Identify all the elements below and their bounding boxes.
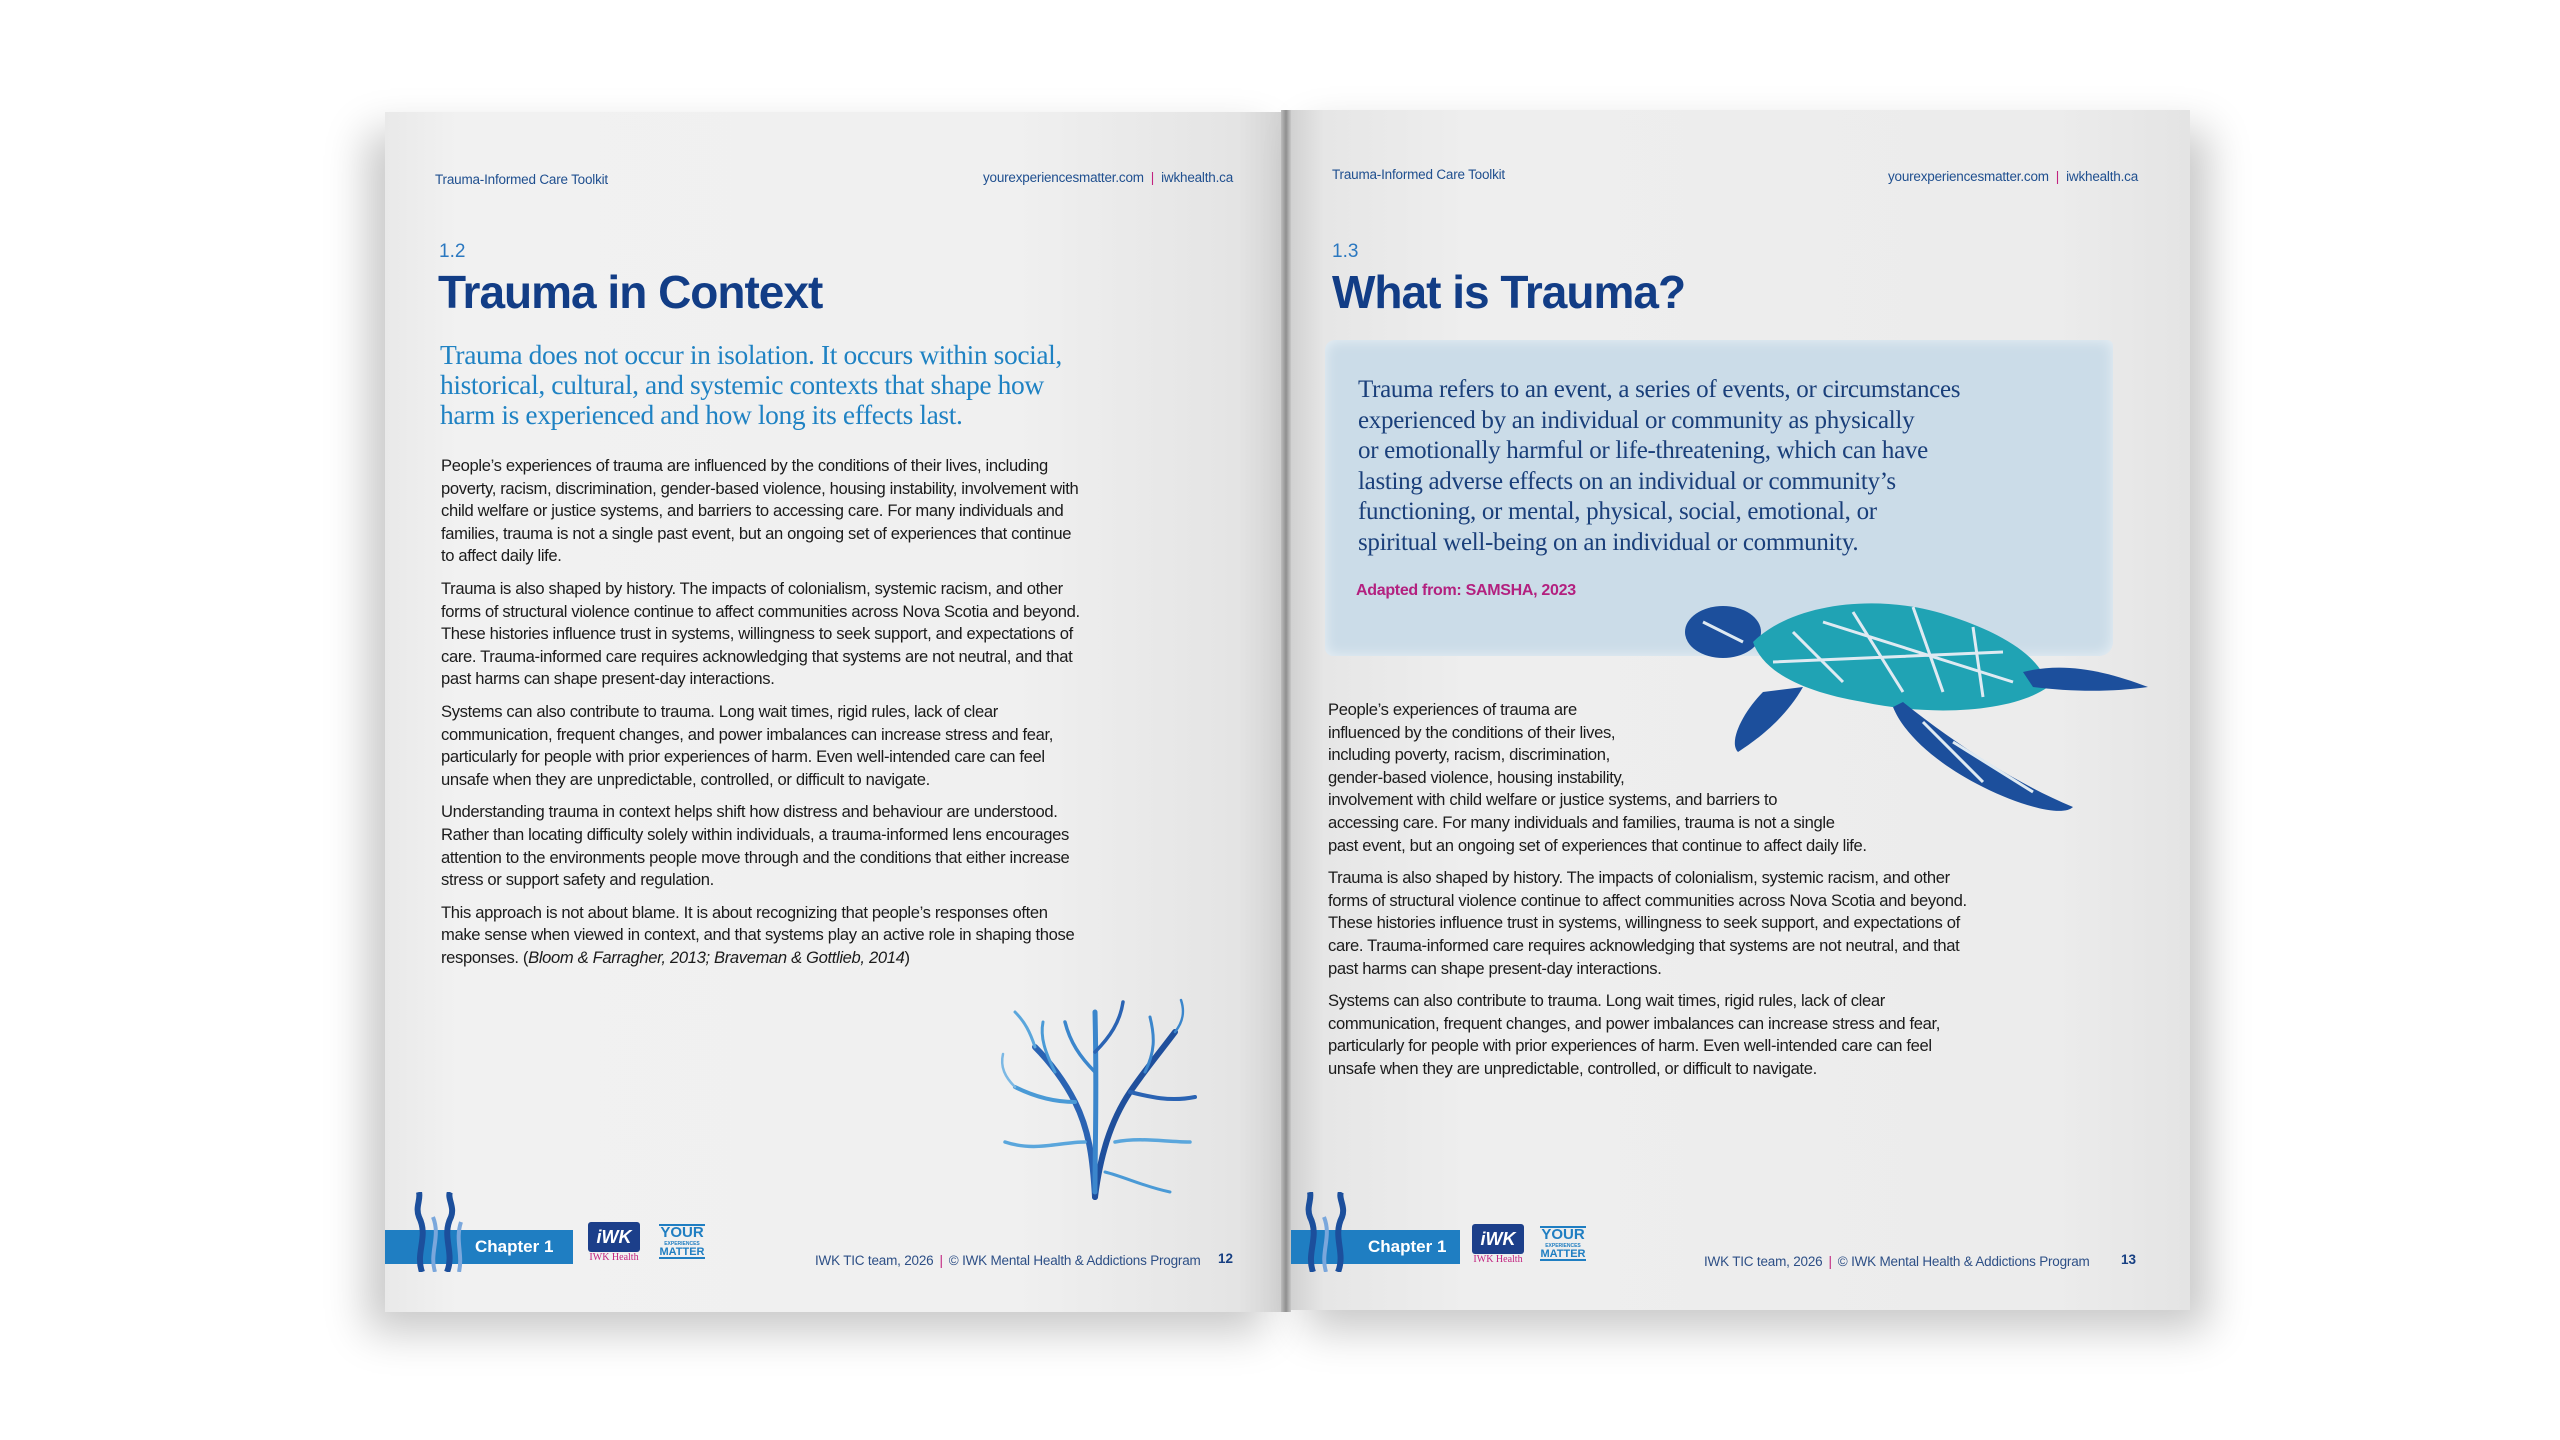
page-number: 13	[2121, 1252, 2137, 1267]
text-line: communication, frequent changes, and power imbalances can increase stress and fear,	[1328, 1013, 1941, 1033]
text-line: particularly for people with prior experiences of harm. Even well-intended care can feel	[441, 747, 1045, 767]
chapter-label: Chapter 1	[475, 1237, 554, 1256]
quote-line: or emotionally harmful or life-threatening, which can have	[1358, 437, 1928, 464]
footer-credit: IWK TIC team, 2026 | © IWK Mental Health & Addictions Program	[815, 1253, 1201, 1268]
quote-line: functioning, or mental, physical, social, emotional, or	[1358, 498, 1877, 525]
text-line: past harms can shape present-day interactions.	[441, 669, 775, 689]
page-title: Trauma in Context	[438, 266, 823, 318]
right-page	[1288, 110, 2190, 1310]
coral-illustration	[995, 992, 1205, 1202]
header-toolkit: Trauma-Informed Care Toolkit	[435, 172, 608, 187]
text-line: communication, frequent changes, and power imbalances can increase stress and fear,	[441, 724, 1054, 744]
link-iwkhealth[interactable]: iwkhealth.ca	[2066, 169, 2138, 184]
seaweed-icon	[407, 1192, 467, 1272]
quote-source: Adapted from: SAMSHA, 2023	[1356, 582, 1576, 599]
lead-line: Trauma does not occur in isolation. It occurs within social,	[440, 339, 1062, 370]
paragraph	[441, 801, 1080, 891]
header-links	[983, 170, 1233, 185]
paragraph	[1328, 990, 1967, 1080]
left-page	[385, 112, 1283, 1312]
text-line: including poverty, racism, discrimination,	[1328, 745, 1610, 765]
text-line: to affect daily life.	[441, 546, 562, 566]
text-line: attention to the environments people move through and the conditions that either increase	[441, 847, 1070, 867]
definition-quote	[1358, 375, 1960, 558]
text-line: Trauma is also shaped by history. The impacts of colonialism, systemic racism, and other	[441, 578, 1063, 598]
text-line: This approach is not about blame. It is about recognizing that people’s responses often	[441, 902, 1048, 922]
link-iwkhealth[interactable]: iwkhealth.ca	[1161, 170, 1233, 185]
body-text	[441, 455, 1080, 979]
link-yourexperiencesmatter[interactable]: yourexperiencesmatter.com	[982, 170, 1144, 185]
link-yourexperiencesmatter[interactable]: yourexperiencesmatter.com	[1887, 169, 2049, 184]
text-line: These histories influence trust in systems, willingness to seek support, and expectations of	[441, 624, 1073, 644]
quote-line: lasting adverse effects on an individual or community’s	[1358, 467, 1896, 495]
paragraph	[441, 578, 1080, 691]
text-line: People’s experiences of trauma are	[1328, 700, 1577, 719]
text-line: care. Trauma-informed care requires acknowledging that systems are not neutral, and that	[441, 646, 1073, 666]
text-line: Systems can also contribute to trauma. Long wait times, rigid rules, lack of clear	[441, 701, 998, 721]
section-number: 1.2	[439, 241, 466, 262]
text-line: accessing care. For many individuals and families, trauma is not a single	[1328, 812, 1835, 832]
text-line: care. Trauma-informed care requires acknowledging that systems are not neutral, and that	[1328, 935, 1960, 955]
header-toolkit: Trauma-Informed Care Toolkit	[1332, 167, 1505, 182]
your-experiences-matter-logo: YOUR EXPERIENCES MATTER	[1540, 1226, 1586, 1260]
body-text	[1328, 699, 1967, 1091]
lead-text	[440, 340, 1062, 430]
text-line: These histories influence trust in systems, willingness to seek support, and expectations of	[1328, 913, 1960, 933]
book-spine	[1281, 110, 1291, 1312]
header-links	[1888, 169, 2138, 184]
text-line: forms of structural violence continue to affect communities across Nova Scotia and beyond.	[1328, 890, 1967, 910]
footer-credit: IWK TIC team, 2026 | © IWK Mental Health & Addictions Program	[1704, 1254, 2090, 1269]
quote-line: experienced by an individual or community as physically	[1358, 406, 1915, 434]
paragraph	[441, 455, 1080, 568]
text-line: Systems can also contribute to trauma. Long wait times, rigid rules, lack of clear	[1328, 991, 1885, 1011]
text-line: forms of structural violence continue to affect communities across Nova Scotia and beyond.	[441, 601, 1080, 621]
iwk-health-logo: iWK IWK Health	[1472, 1224, 1524, 1264]
text-line: past event, but an ongoing set of experiences that continue to affect daily life.	[1328, 835, 1867, 855]
text-line: past harms can shape present-day interactions.	[1328, 958, 1662, 978]
section-number: 1.3	[1332, 241, 1359, 262]
paragraph	[1328, 699, 1967, 857]
text-line: poverty, racism, discrimination, gender-based violence, housing instability, involvement with	[441, 478, 1079, 498]
paragraph	[1328, 867, 1967, 980]
text-line: Rather than locating difficulty solely within individuals, a trauma-informed lens encourages	[441, 824, 1069, 844]
text-line: child welfare or justice systems, and barriers to accessing care. For many individuals and	[441, 501, 1064, 521]
text-line: Trauma is also shaped by history. The impacts of colonialism, systemic racism, and other	[1328, 868, 1950, 888]
text-line: stress or support safety and regulation.	[441, 870, 714, 890]
your-experiences-matter-logo: YOUR EXPERIENCES MATTER	[659, 1224, 705, 1258]
text-line	[441, 947, 1080, 970]
text-fragment: )	[904, 947, 910, 967]
text-line: People’s experiences of trauma are influenced by the conditions of their lives, including	[441, 456, 1048, 475]
paragraph	[441, 701, 1080, 791]
text-line: unsafe when they are unpredictable, controlled, or difficult to navigate.	[441, 769, 930, 789]
page-title: What is Trauma?	[1332, 266, 1686, 318]
seaweed-icon	[1298, 1192, 1358, 1272]
lead-line: historical, cultural, and systemic contexts that shape how	[440, 369, 1044, 400]
quote-line: spiritual well-being on an individual or community.	[1358, 528, 1859, 556]
iwk-health-logo: iWK IWK Health	[588, 1222, 640, 1262]
header-separator: |	[2055, 169, 2060, 184]
text-line: involvement with child welfare or justice systems, and barriers to	[1328, 790, 1778, 810]
text-line: make sense when viewed in context, and that systems play an active role in shaping those	[441, 925, 1075, 945]
quote-line: Trauma refers to an event, a series of events, or circumstances	[1358, 376, 1961, 403]
text-line: particularly for people with prior experiences of harm. Even well-intended care can feel	[1328, 1036, 1932, 1056]
paragraph	[441, 902, 1080, 970]
text-fragment: responses. (	[441, 947, 529, 967]
text-line: influenced by the conditions of their lives,	[1328, 722, 1616, 742]
text-line: gender-based violence, housing instability,	[1328, 767, 1625, 787]
citation: Bloom & Farragher, 2013; Braveman & Gottlieb, 2014	[528, 947, 905, 967]
header-separator: |	[1150, 170, 1155, 185]
lead-line: harm is experienced and how long its effects last.	[440, 399, 963, 430]
page-number: 12	[1218, 1251, 1234, 1266]
text-line: families, trauma is not a single past event, but an ongoing set of experiences that continue	[441, 523, 1072, 543]
text-line: Understanding trauma in context helps shift how distress and behaviour are understood.	[441, 802, 1058, 822]
text-line: unsafe when they are unpredictable, controlled, or difficult to navigate.	[1328, 1058, 1817, 1078]
chapter-label: Chapter 1	[1368, 1237, 1447, 1256]
